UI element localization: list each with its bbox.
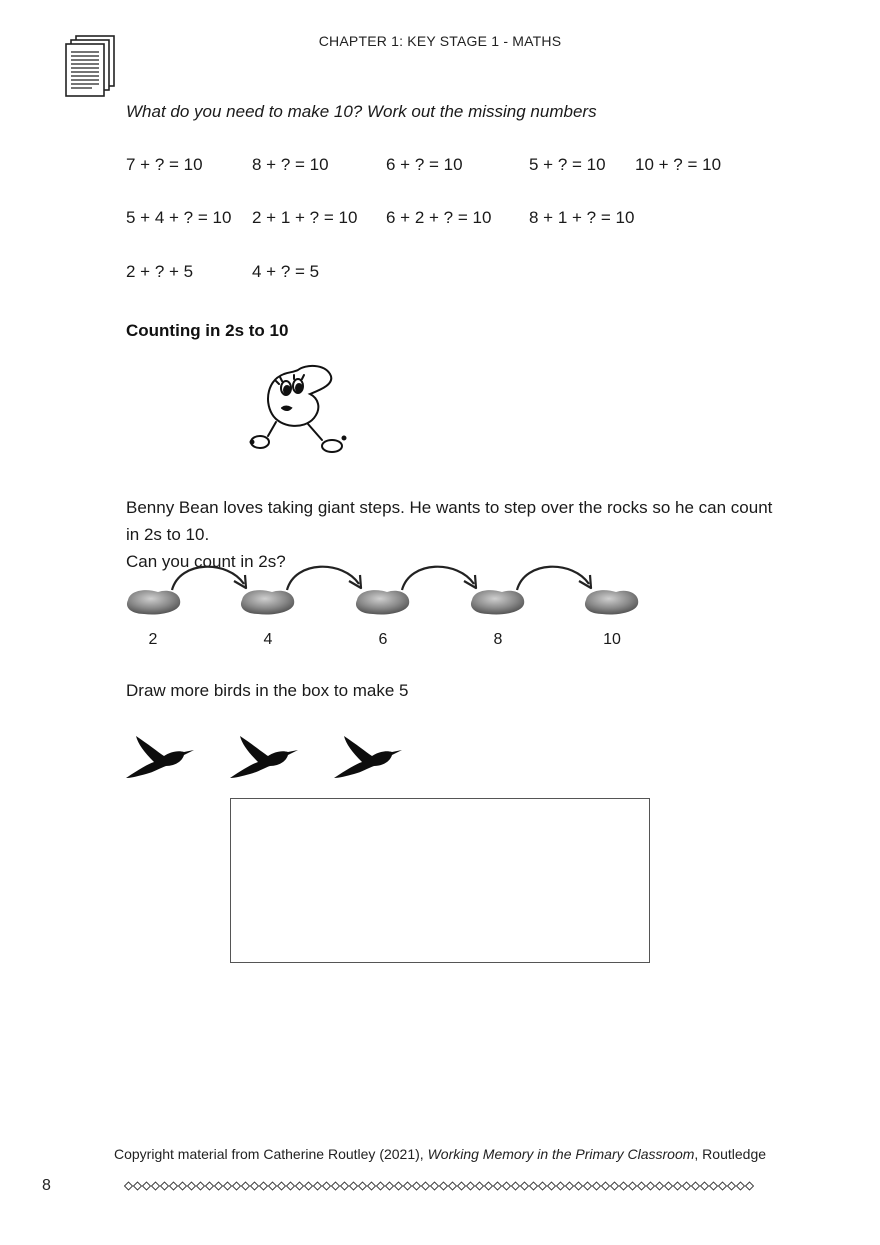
rock-icon xyxy=(127,590,180,614)
jump-arrow-icon xyxy=(402,567,474,590)
rock-icon xyxy=(471,590,524,614)
birds-instruction: Draw more birds in the box to make 5 xyxy=(126,681,409,700)
hummingbird-icon xyxy=(124,734,196,780)
equation: 6 + 2 + ? = 10 xyxy=(386,208,492,227)
rock-icon xyxy=(241,590,294,614)
counting-heading: Counting in 2s to 10 xyxy=(126,321,289,340)
equation: 4 + ? = 5 xyxy=(252,262,320,281)
rock-label: 6 xyxy=(378,631,388,648)
page-number: 8 xyxy=(42,1177,51,1194)
rock-number-line xyxy=(120,560,660,655)
jump-arrow-icon xyxy=(287,567,359,590)
copyright-prefix: Copyright material from Catherine Routley (2021), xyxy=(113,1146,428,1162)
jump-arrow-icon xyxy=(172,567,244,590)
hummingbird-icon xyxy=(228,734,300,780)
rock-label: 2 xyxy=(148,631,158,648)
equation: 10 + ? = 10 xyxy=(635,155,722,174)
rock-icon xyxy=(585,590,638,614)
equation: 2 + 1 + ? = 10 xyxy=(252,208,358,227)
equation: 8 + 1 + ? = 10 xyxy=(529,208,635,227)
jump-arrow-icon xyxy=(517,567,589,590)
equation: 8 + ? = 10 xyxy=(252,155,329,174)
rock-label: 10 xyxy=(603,631,621,648)
equation: 6 + ? = 10 xyxy=(386,155,463,174)
equation: 7 + ? = 10 xyxy=(126,155,203,174)
diamond-border xyxy=(124,1180,756,1192)
story-line: Can you count in 2s? xyxy=(126,552,286,571)
story-line: Benny Bean loves taking giant steps. He wants to step over the rocks so he can count in 2s to 10. xyxy=(126,498,773,544)
copyright-line xyxy=(0,1146,880,1162)
bird-drawing-box[interactable] xyxy=(230,798,650,963)
copyright-suffix: , Routledge xyxy=(694,1146,767,1162)
chapter-title: CHAPTER 1: KEY STAGE 1 - MATHS xyxy=(318,33,562,49)
benny-bean-icon xyxy=(246,362,354,462)
equation: 5 + 4 + ? = 10 xyxy=(126,208,232,227)
rock-label: 4 xyxy=(263,631,273,648)
hummingbird-icon xyxy=(332,734,404,780)
equation: 5 + ? = 10 xyxy=(529,155,606,174)
rock-icon xyxy=(356,590,409,614)
rock-label: 8 xyxy=(493,631,503,648)
book-title: Working Memory in the Primary Classroom xyxy=(427,1146,695,1162)
make-ten-instruction: What do you need to make 10? Work out the missing numbers xyxy=(126,102,597,121)
equation: 2 + ? + 5 xyxy=(126,262,194,281)
